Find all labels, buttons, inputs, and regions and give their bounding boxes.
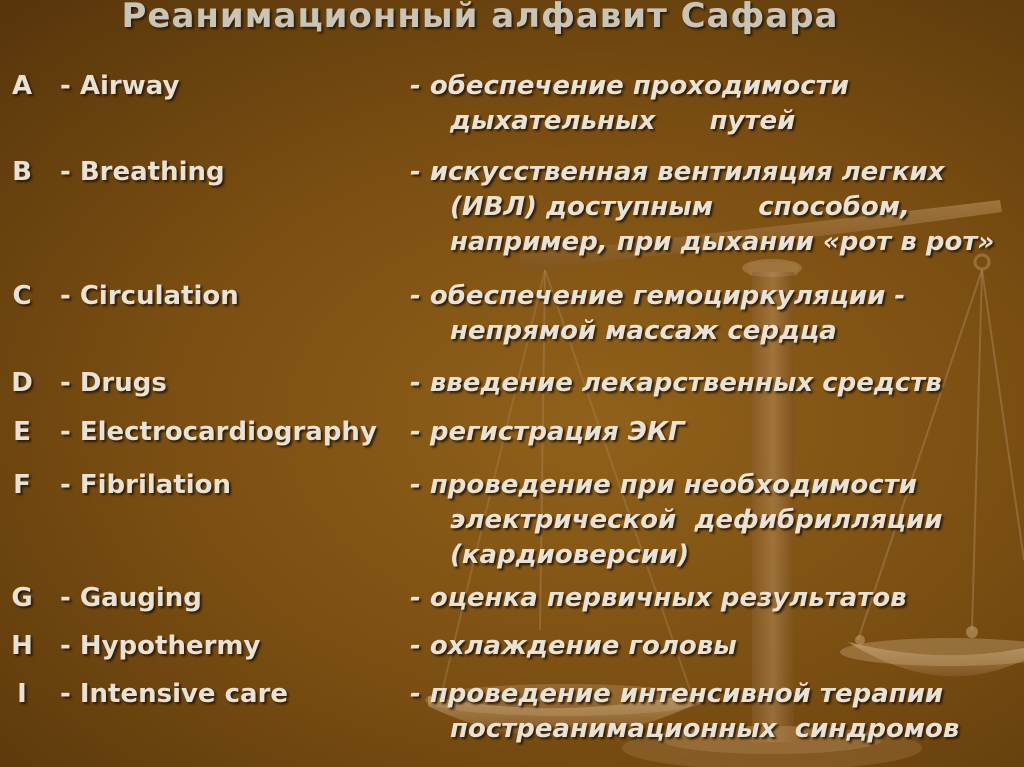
item-letter: G <box>11 583 33 613</box>
item-description: - проведение интенсивной терапии постреанимационных синдромов <box>410 679 960 744</box>
item-term: - Circulation <box>60 281 239 311</box>
item-letter: C <box>12 281 32 311</box>
item-description: - обеспечение проходимости дыхательных путей <box>410 71 849 136</box>
item-description: - проведение при необходимости электрической дефибрилляции (кардиоверсии) <box>410 470 943 570</box>
item-term: - Gauging <box>60 583 202 613</box>
item-letter: E <box>13 417 31 447</box>
item-term: - Airway <box>60 71 180 101</box>
item-term: - Electrocardiography <box>60 417 377 447</box>
item-term: - Hypothermy <box>60 631 261 661</box>
item-description: - введение лекарственных средств <box>410 368 942 398</box>
item-description: - оценка первичных результатов <box>410 583 907 613</box>
item-letter: D <box>11 368 33 398</box>
item-letter: F <box>13 470 31 500</box>
item-description: - регистрация ЭКГ <box>410 417 685 447</box>
item-term: - Breathing <box>60 157 225 187</box>
item-letter: B <box>12 157 32 187</box>
item-term: - Fibrilation <box>60 470 232 500</box>
item-description: - обеспечение гемоциркуляции - непрямой массаж сердца <box>410 281 906 346</box>
item-description: - искусственная вентиляция легких (ИВЛ) доступным способом, например, при дыхании «рот в рот» <box>410 157 995 257</box>
item-term: - Intensive care <box>60 679 289 709</box>
item-letter: H <box>11 631 33 661</box>
item-description: - охлаждение головы <box>410 631 737 661</box>
page-title: Реанимационный алфавит Сафара <box>121 0 839 36</box>
item-term: - Drugs <box>60 368 167 398</box>
item-letter: A <box>11 71 33 101</box>
item-letter: I <box>17 679 27 709</box>
